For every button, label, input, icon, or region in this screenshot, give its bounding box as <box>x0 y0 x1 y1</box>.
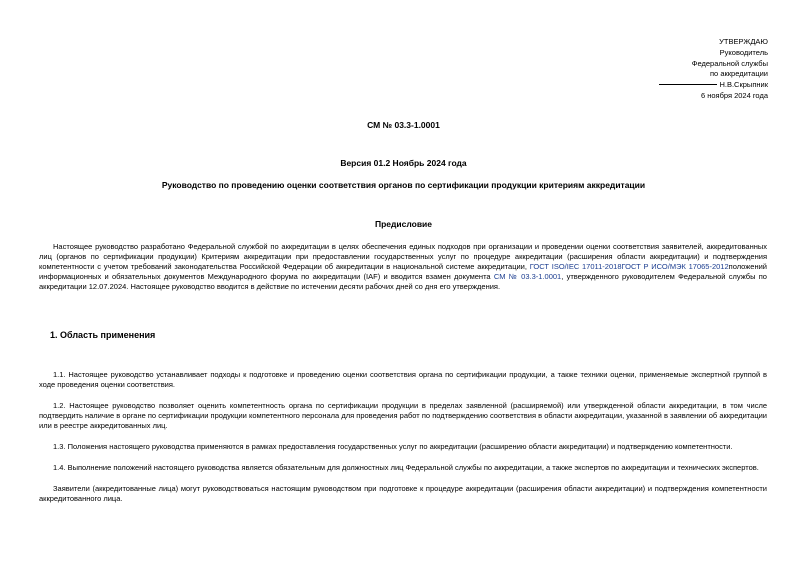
paragraph-1-1: 1.1. Настоящее руководство устанавливает подходы к подготовке и проведению оценки соответствия органа по сертификации продукции, а также техники оценки, применяемые экспертной группой в ходе проведения оценки соответствия. <box>39 370 767 389</box>
document-version: Версия 01.2 Ноябрь 2024 года <box>340 158 467 168</box>
paragraph-1-4: 1.4. Выполнение положений настоящего руководства является обязательным для должностных лиц Федеральной службы по аккредитации, а также экспертов по аккредитации и технических экспертов. <box>53 463 759 472</box>
preface-text-1: Настоящее руководство разработано Федеральной службой по аккредитации в целях обеспечения единых подходов при организации и проведении оценки соответствия заявителей, аккредитованных лиц (органов по сертификации продукции) Критериям аккредитации при предоставлении государственных услуг по процедуре аккредитации (расширения области аккредитации) и подтверждения компетентности с учетом требований законодательства Российской Федерации об аккредитации в национальной системе аккредитации, <box>39 242 767 271</box>
gost-17011-link[interactable]: ГОСТ ISO/IEC 17011-2018 <box>529 262 622 271</box>
document-number: СМ № 03.3-1.0001 <box>367 120 440 130</box>
preface-text-2: положений информационных и обязательных документов Международного форума по аккредитации (IAF) и вводится взамен документа <box>39 262 767 281</box>
approval-signer: Н.В.Скрыпник <box>719 80 768 90</box>
paragraph-1-2: 1.2. Настоящее руководство позволяет оценить компетентность органа по сертификации продукции в пределах заявленной (расширяемой) или утвержденной области аккредитации, в том числе подтвердить наличие в органе по сертификации продукции компетентного персонала для проведения работ по подтверждению соответствия в области аккредитации, указанной в заявлении об аккредитации или в реестре аккредитованных лиц. <box>39 401 767 430</box>
signature-line <box>659 84 717 85</box>
cm-document-link[interactable]: СМ № 03.3-1.0001 <box>493 272 562 281</box>
paragraph-1-3: 1.3. Положения настоящего руководства применяются в рамках предоставления государственных услуг по аккредитации (расширению области аккредитации) и подтверждению компетентности. <box>53 442 733 451</box>
approval-title: УТВЕРЖДАЮ <box>719 37 768 46</box>
approval-date: 6 ноября 2024 года <box>700 90 768 100</box>
approval-signature <box>659 80 768 91</box>
document-title: Руководство по проведению оценки соответствия органов по сертификации продукции критериям аккредитации <box>161 180 646 190</box>
approval-organization: Федеральной службы <box>691 58 768 68</box>
paragraph-applicants: Заявители (аккредитованные лица) могут руководствоваться настоящим руководством при подготовке к процедуре аккредитации (расширения области аккредитации) и подтверждения компетентности аккредитованного лица. <box>39 484 767 503</box>
approval-position: Руководитель <box>719 47 768 57</box>
preface-text-3: , утвержденного руководителем Федеральной службы по аккредитации 12.07.2024. Настоящее руководство вводится в действие по истечении десяти рабочих дней со дня его утверждения. <box>39 272 767 291</box>
approval-organization-cont: по аккредитации <box>710 69 768 79</box>
gost-17065-link[interactable]: ГОСТ Р ИСО/МЭК 17065-2012 <box>621 262 729 271</box>
preface-paragraph <box>39 242 767 292</box>
approval-block <box>659 37 768 102</box>
preface-heading: Предисловие <box>374 219 433 229</box>
section-1-heading: 1. Область применения <box>50 330 156 340</box>
